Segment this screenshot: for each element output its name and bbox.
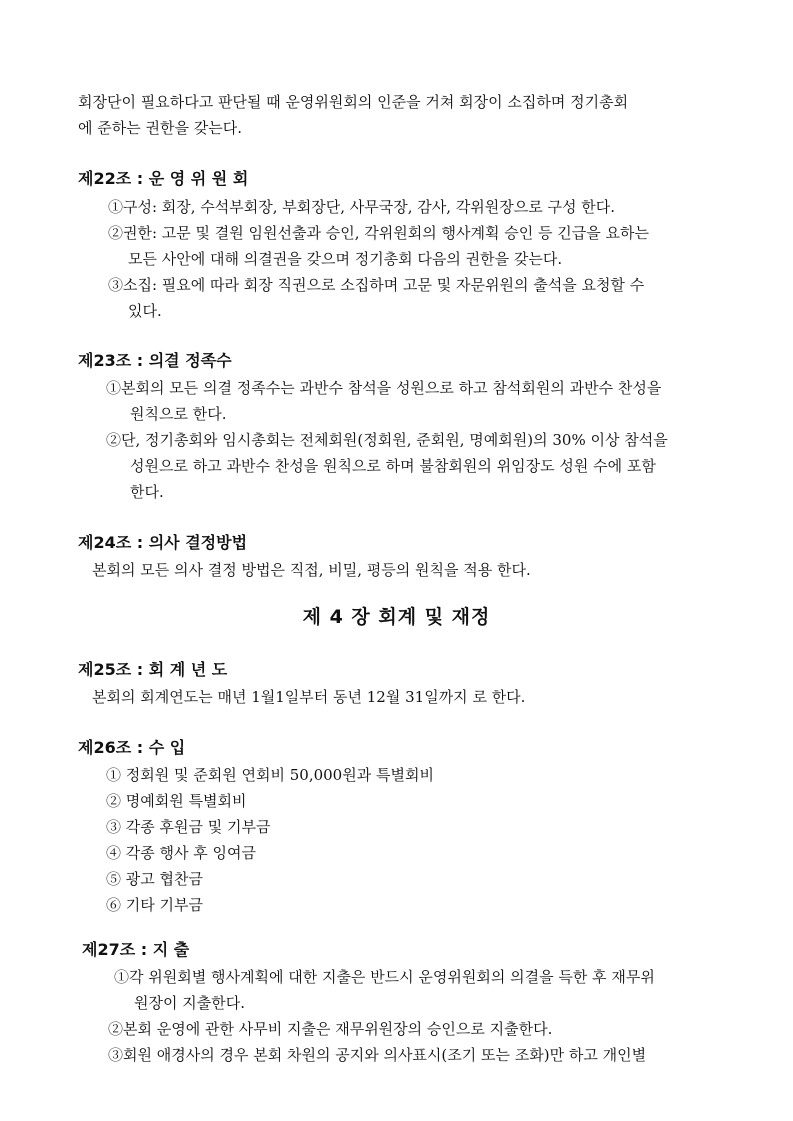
article-23-line-5: 한다. — [130, 483, 164, 501]
article-27-line-4: ③회원 애경사의 경우 본회 차원의 공지와 의사표시(조기 또는 조화)만 하고 개인별 — [108, 1046, 647, 1064]
article-22-line-2: ②권한: 고문 및 결원 임원선출과 승인, 각위원회의 행사계획 승인 등 긴급을 요하는 — [108, 224, 649, 242]
article-25-heading: 제25조 : 회 계 년 도 — [78, 660, 228, 679]
chapter-4-title: 제 4 장 회계 및 재정 — [302, 606, 491, 628]
article-25-line-1: 본회의 회계연도는 매년 1월1일부터 동년 12월 31일까지 로 한다. — [92, 688, 526, 706]
intro-line-2: 에 준하는 권한을 갖는다. — [78, 119, 242, 137]
article-23-line-4: 성원으로 하고 과반수 찬성을 원칙으로 하며 불참회원의 위임장도 성원 수에 포함 — [130, 457, 656, 475]
article-26-heading: 제26조 : 수 입 — [78, 738, 186, 757]
article-23-line-1: ①본회의 모든 의결 정족수는 과반수 참석을 성원으로 하고 참석회원의 과반수 찬성을 — [106, 379, 662, 397]
article-23-line-3: ②단, 정기총회와 임시총회는 전체회원(정회원, 준회원, 명예회원)의 30% 이상 참석을 — [106, 431, 668, 449]
article-24-line-1: 본회의 모든 의사 결정 방법은 직접, 비밀, 평등의 원칙을 적용 한다. — [92, 561, 531, 579]
income-item: ④ 각종 행사 후 잉여금 — [106, 844, 256, 862]
intro-line-1: 회장단이 필요하다고 판단될 때 운영위원회의 인준을 거쳐 회장이 소집하며 정기총회 — [78, 93, 629, 111]
income-item: ⑤ 광고 협찬금 — [106, 870, 203, 888]
article-27-line-2: 원장이 지출한다. — [134, 994, 245, 1012]
article-23-line-2: 원칙으로 한다. — [130, 405, 227, 423]
income-item: ③ 각종 후원금 및 기부금 — [106, 818, 271, 836]
article-22-line-4: ③소집: 필요에 따라 회장 직권으로 소집하며 고문 및 자문위원의 출석을 요청할 수 — [108, 276, 645, 294]
article-24-heading: 제24조 : 의사 결정방법 — [78, 533, 248, 552]
income-item: ① 정회원 및 준회원 연회비 50,000원과 특별회비 — [106, 766, 434, 784]
article-22-line-1: ①구성: 회장, 수석부회장, 부회장단, 사무국장, 감사, 각위원장으로 구성 한다. — [108, 198, 616, 216]
article-22-line-5: 있다. — [128, 302, 162, 320]
income-item: ② 명예회원 특별회비 — [106, 792, 247, 810]
income-item: ⑥ 기타 기부금 — [106, 896, 203, 914]
article-27-line-1: ①각 위원회별 행사계획에 대한 지출은 반드시 운영위원회의 의결을 득한 후 재무위 — [114, 968, 655, 986]
article-27-heading: 제27조 : 지 출 — [82, 940, 190, 959]
article-22-heading: 제22조 : 운 영 위 원 회 — [78, 169, 249, 188]
article-23-heading: 제23조 : 의결 정족수 — [78, 351, 232, 370]
article-22-line-3: 모든 사안에 대해 의결권을 갖으며 정기총회 다음의 권한을 갖는다. — [128, 250, 563, 268]
article-27-line-3: ②본회 운영에 관한 사무비 지출은 재무위원장의 승인으로 지출한다. — [108, 1020, 553, 1038]
